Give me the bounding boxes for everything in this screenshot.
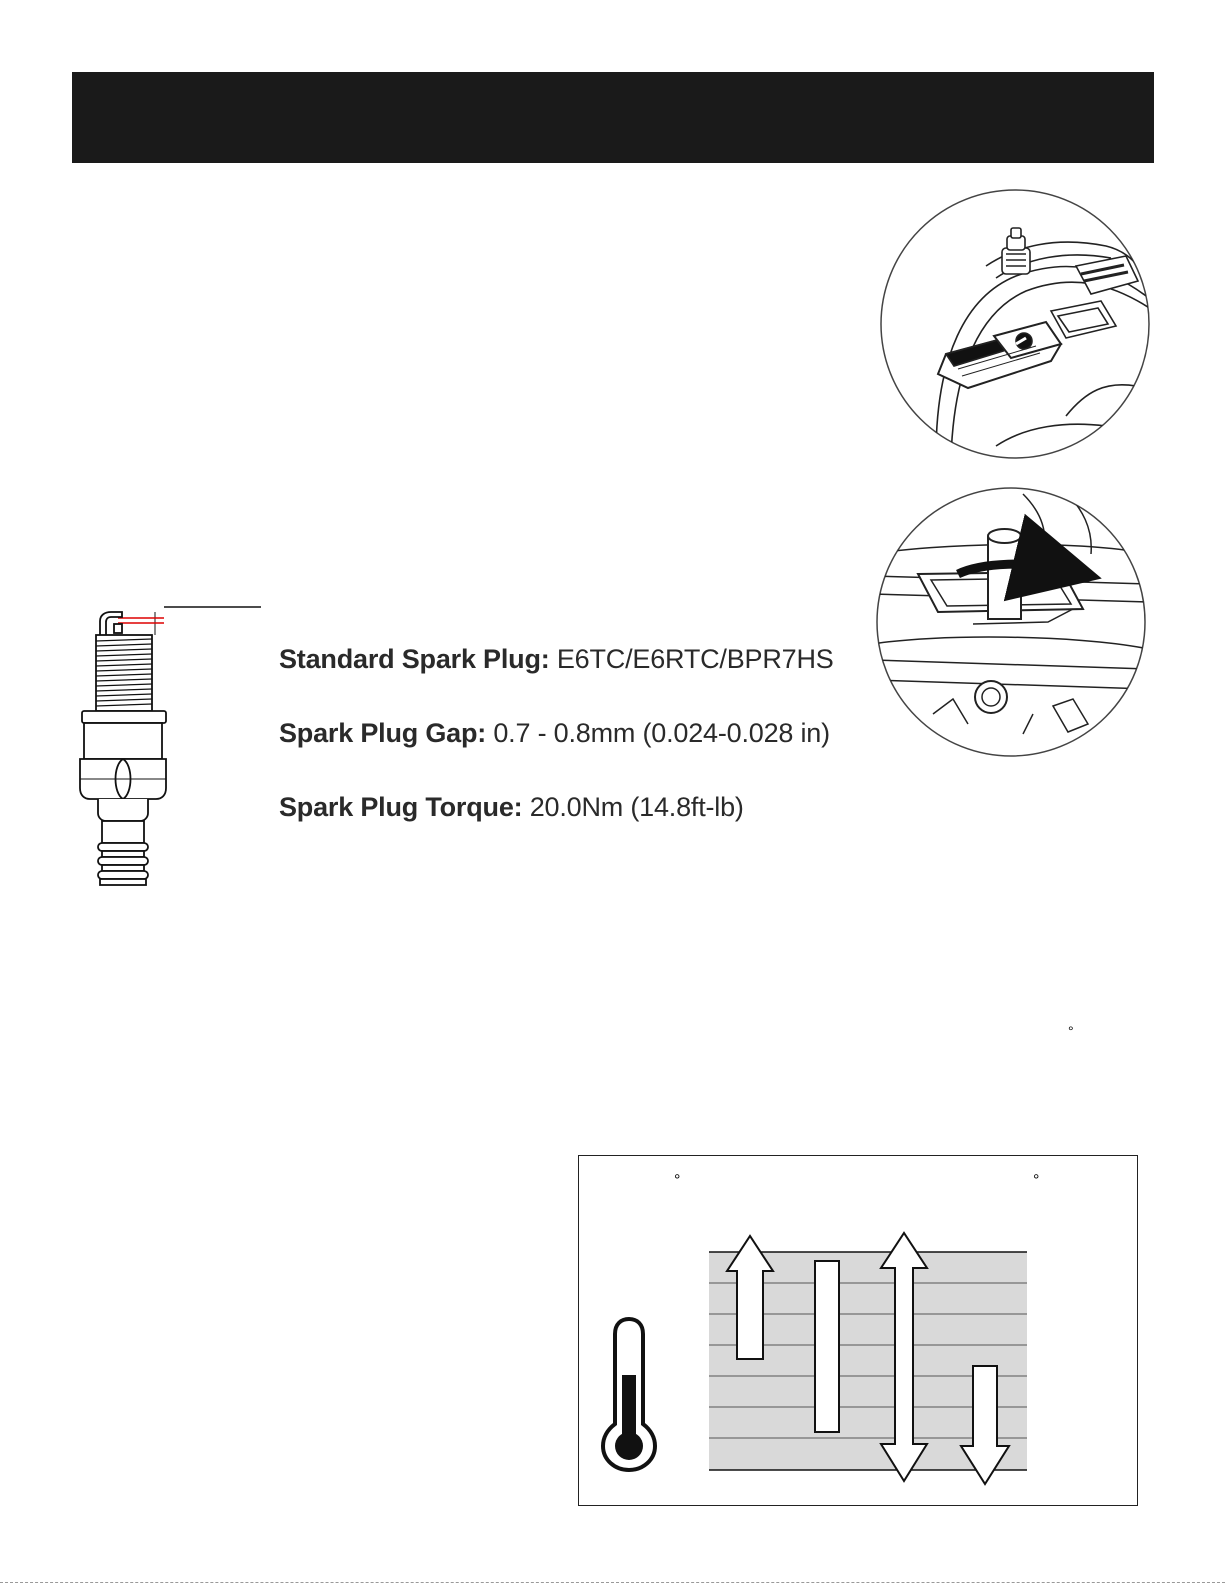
page-bottom-rule bbox=[0, 1582, 1225, 1583]
plug-torque-value: 20.0Nm (14.8ft-lb) bbox=[522, 792, 744, 822]
standard-plug-value: E6TC/E6RTC/BPR7HS bbox=[549, 644, 834, 674]
plug-torque-spec bbox=[279, 792, 744, 823]
spark-plug-diagram bbox=[78, 603, 268, 893]
spark-plug-wrench-illustration bbox=[873, 484, 1149, 760]
plug-gap-label: Spark Plug Gap: bbox=[279, 718, 487, 748]
left-degree-symbol: ° bbox=[674, 1172, 681, 1189]
thermometer-icon bbox=[603, 1319, 655, 1470]
degree-symbol: ° bbox=[1068, 1023, 1074, 1039]
standard-plug-spec bbox=[279, 644, 834, 675]
spark-plug-cover-illustration bbox=[876, 186, 1154, 462]
plug-torque-label: Spark Plug Torque: bbox=[279, 792, 523, 822]
temperature-range-chart bbox=[578, 1155, 1138, 1506]
plug-gap-value: 0.7 - 0.8mm (0.024-0.028 in) bbox=[486, 718, 830, 748]
temperature-chart-graphic bbox=[579, 1156, 1137, 1505]
plug-gap-spec bbox=[279, 718, 830, 749]
header-bar bbox=[72, 72, 1154, 163]
right-degree-symbol: ° bbox=[1033, 1172, 1040, 1189]
standard-plug-label: Standard Spark Plug: bbox=[279, 644, 550, 674]
